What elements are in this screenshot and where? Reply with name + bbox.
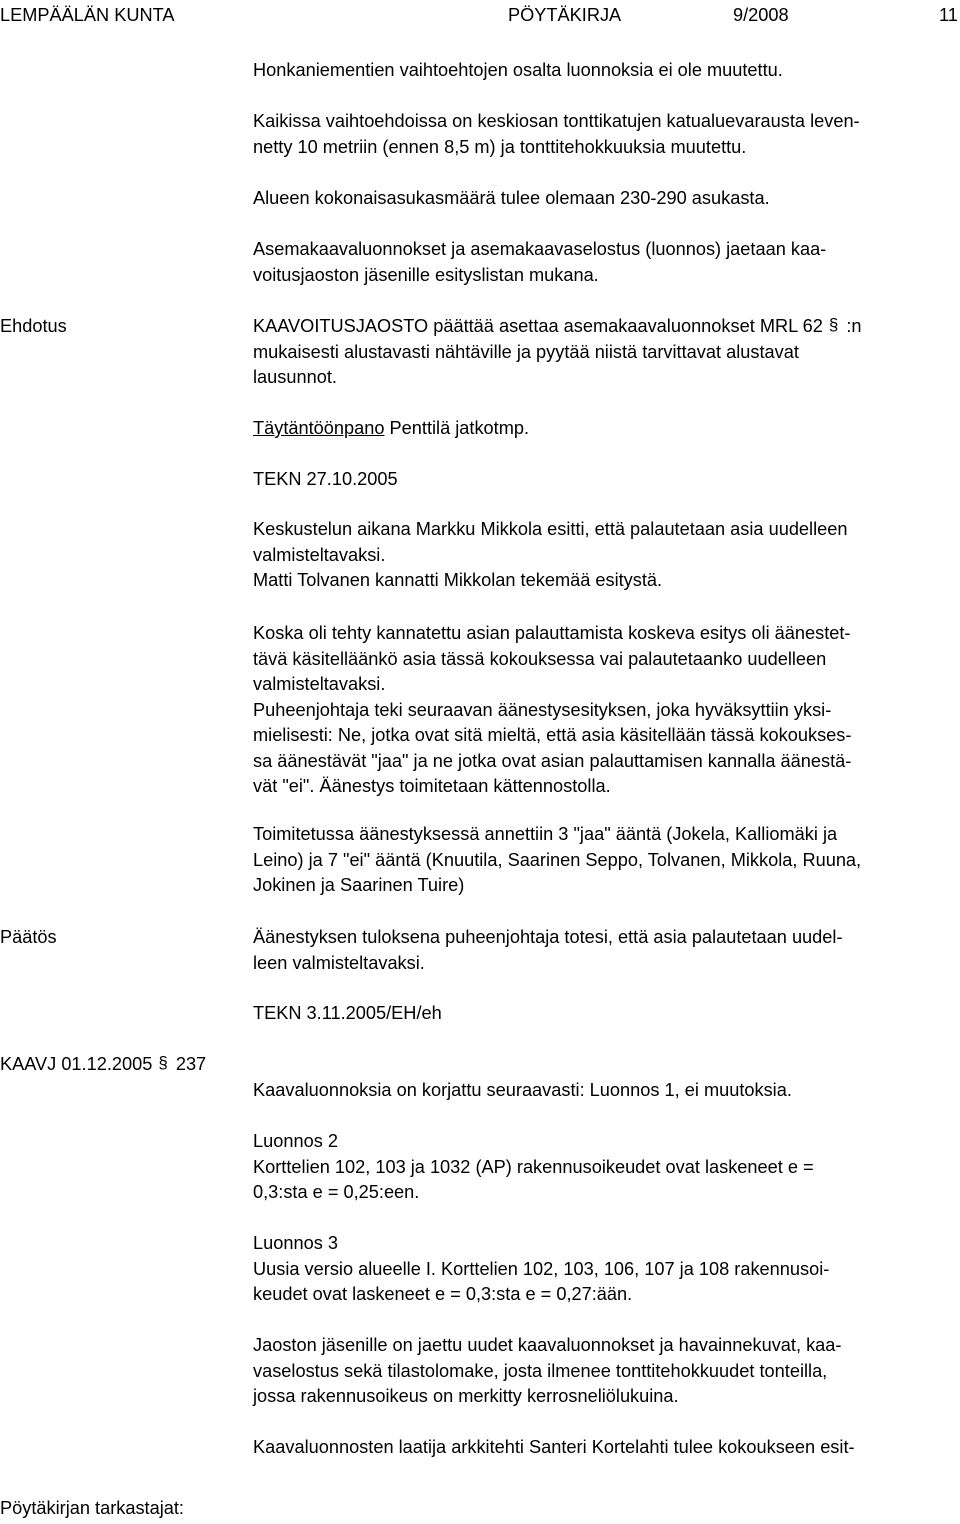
paragraph-katualuevaraus — [253, 109, 958, 160]
tekn-date-heading — [253, 467, 958, 493]
text-line: vät "ei". Äänestys toimitetaan kättennostolla. — [253, 776, 611, 796]
text-line: lausunnot. — [253, 367, 337, 387]
text-line: TEKN 27.10.2005 — [253, 469, 398, 489]
paragraph-luonnokset-jaetaan — [253, 237, 958, 288]
taytantoonpano-value: Penttilä jatkotmp. — [389, 418, 530, 438]
text-line: Uusia versio alueelle I. Korttelien 102, 103, 106, 107 ja 108 rakennusoi- — [253, 1258, 830, 1279]
section-sign: § — [828, 315, 839, 334]
taytantoonpano-line — [253, 416, 958, 442]
ehdotus-paragraph — [253, 314, 958, 391]
document-type: PÖYTÄKIRJA — [508, 5, 622, 25]
text-line: Kaikissa vaihtoehdoissa on keskiosan tonttikatujen katualuevarausta leven- — [253, 111, 860, 131]
text-line: Kaavaluonnosten laatija arkkitehti Santeri Kortelahti tulee kokoukseen esit- — [253, 1437, 855, 1457]
text-line: vaselostus sekä tilastolomake, josta ilmenee tonttitehokkuudet tonteilla, — [253, 1360, 828, 1381]
text-line: Korttelien 102, 103 ja 1032 (AP) rakennusoikeudet ovat laskeneet e = — [253, 1156, 814, 1177]
issue-number: 9/2008 — [733, 5, 789, 25]
section-sign: § — [158, 1053, 168, 1072]
text-line: Asemakaavaluonnokset ja asemakaavaselostus (luonnos) jaetaan kaa- — [253, 239, 827, 259]
text-line: tävä käsitelläänkö asia tässä kokouksessa vai palautetaanko uudelleen — [253, 648, 827, 669]
kaavj-section-number: 237 — [175, 1054, 207, 1074]
footer-reviewers-label: Pöytäkirjan tarkastajat: — [0, 1498, 184, 1518]
text-line: voitusjaoston jäsenille esityslistan mukana. — [253, 264, 599, 285]
text-line: Matti Tolvanen kannatti Mikkolan tekemää esitystä. — [253, 570, 663, 590]
text-line: valmisteltavaksi. — [253, 674, 386, 694]
text-line: mielisesti: Ne, jotka ovat sitä mieltä, että asia käsitellään tässä kokoukses- — [253, 725, 852, 745]
tekn-reference — [253, 1001, 958, 1027]
municipality-name: LEMPÄÄLÄN KUNTA — [0, 5, 175, 25]
taytantoonpano-row — [253, 416, 958, 442]
text-line: 0,3:sta e = 0,25:een. — [253, 1182, 420, 1202]
text-line: netty 10 metriin (ennen 8,5 m) ja tonttitehokkuuksia muutettu. — [253, 136, 747, 157]
page-number: 11 — [939, 5, 958, 25]
text-line: Äänestyksen tuloksena puheenjohtaja totesi, että asia palautetaan uudel- — [253, 927, 843, 947]
paragraph-aanestysesitys — [253, 621, 958, 800]
paragraph-asukasmaara — [253, 186, 958, 212]
paatos-paragraph — [253, 925, 958, 976]
text-line: Kaavaluonnoksia on korjattu seuraavasti: Luonnos 1, ei muutoksia. — [253, 1080, 792, 1100]
text-line: Alueen kokonaisasukasmäärä tulee olemaan 230-290 asukasta. — [253, 188, 770, 208]
text-line: jossa rakennusoikeus on merkitty kerrosneliölukuina. — [253, 1386, 679, 1406]
text-line: mukaisesti alustavasti nähtäville ja pyytää niistä tarvittavat alustavat — [253, 341, 799, 362]
text-line: sa äänestävät "jaa" ja ne jotka ovat asian palauttamisen kannalla äänestä- — [253, 750, 852, 771]
page-header — [0, 3, 960, 29]
paatos-label: Päätös — [0, 927, 57, 947]
text-line: keudet ovat laskeneet e = 0,3:sta e = 0,27:ään. — [253, 1284, 633, 1304]
paragraph-jaettu-aineisto — [253, 1333, 958, 1410]
text-line: Jokinen ja Saarinen Tuire) — [253, 875, 465, 895]
text-line: TEKN 3.11.2005/EH/eh — [253, 1003, 442, 1023]
text-segment: :n — [846, 316, 862, 336]
paragraph-keskustelu — [253, 517, 958, 594]
text-line: Leino) ja 7 "ei" ääntä (Knuutila, Saarinen Seppo, Tolvanen, Mikkola, Ruuna, — [253, 849, 862, 870]
paragraph-luonnos-2 — [253, 1129, 958, 1206]
taytantoonpano-label: Täytäntöönpano — [253, 418, 385, 438]
ehdotus-first-line — [253, 314, 958, 340]
text-segment: KAAVOITUSJAOSTO päättää asettaa asemakaavaluonnokset MRL 62 — [253, 316, 823, 336]
text-line: Jaoston jäsenille on jaettu uudet kaavaluonnokset ja havainnekuvat, kaa- — [253, 1335, 842, 1355]
text-line: Luonnos 2 — [253, 1131, 338, 1151]
paragraph-luonnos-3 — [253, 1231, 958, 1308]
paragraph-kaavan-laatija — [253, 1435, 958, 1461]
paragraph-honkaniementie — [253, 58, 958, 84]
kaavj-date: KAAVJ 01.12.2005 — [0, 1054, 153, 1074]
text-line: leen valmisteltavaksi. — [253, 952, 425, 973]
text-line: Koska oli tehty kannatettu asian palauttamista koskeva esitys oli äänestet- — [253, 623, 851, 643]
text-line: valmisteltavaksi. — [253, 544, 386, 565]
text-line: Luonnos 3 — [253, 1233, 338, 1253]
ehdotus-label: Ehdotus — [0, 316, 67, 336]
text-line: Honkaniementien vaihtoehtojen osalta luonnoksia ei ole muutettu. — [253, 60, 783, 80]
text-line: Puheenjohtaja teki seuraavan äänestysesityksen, joka hyväksyttiin yksi- — [253, 699, 832, 720]
kaavj-section-label — [0, 1052, 206, 1078]
text-line: Toimitetussa äänestyksessä annettiin 3 "jaa" ääntä (Jokela, Kalliomäki ja — [253, 824, 838, 844]
paragraph-korjaukset — [253, 1078, 958, 1104]
text-line: Keskustelun aikana Markku Mikkola esitti, että palautetaan asia uudelleen — [253, 519, 848, 539]
paragraph-aanestystulos — [253, 822, 958, 899]
